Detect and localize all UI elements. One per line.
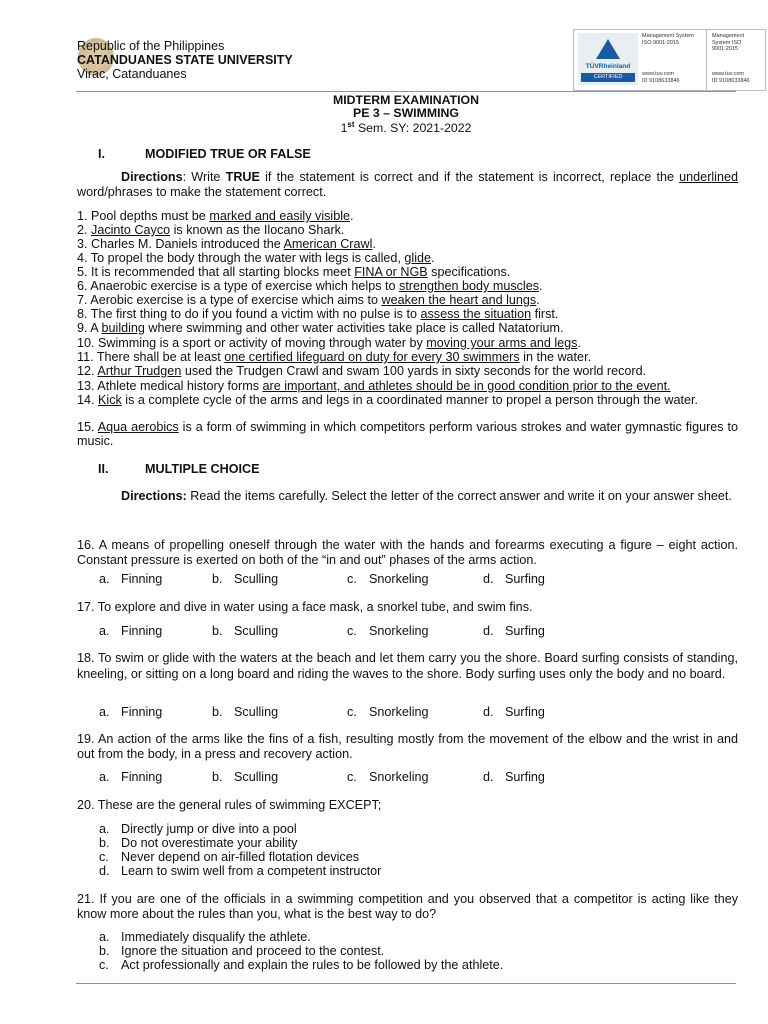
choice-item (99, 864, 381, 878)
tf-item (77, 336, 738, 350)
part2-heading: MULTIPLE CHOICE (145, 462, 260, 476)
tf-item-text: 13. Athlete medical history forms (77, 379, 263, 393)
dir-true: TRUE (225, 170, 260, 184)
option-letter: c. (347, 770, 357, 784)
footer-divider (76, 983, 736, 984)
option-text: Sculling (234, 572, 279, 586)
option-text: Surfing (505, 572, 545, 586)
tf-item (77, 251, 738, 265)
options-17 (0, 624, 768, 639)
option-a (99, 572, 162, 586)
cert2-web-url: www.tuv.com (712, 71, 744, 77)
option-text: Finning (121, 572, 163, 586)
option-text: Snorkeling (369, 770, 429, 784)
tf-item (77, 420, 738, 448)
options-18 (0, 705, 768, 720)
part2-number: II. (98, 462, 109, 476)
tf-item-text: 4. To propel the body through the water with legs is called, (77, 251, 405, 265)
cert2-ms-text: Management System ISO 9001:2015 (712, 33, 745, 52)
tf-item-text: 11. There shall be at least (77, 350, 225, 364)
dir-underlined: underlined (679, 170, 738, 184)
iso-certificate-badge (706, 29, 766, 91)
tf-item-text-end: is known as the Ilocano Shark. (170, 223, 345, 237)
option-c (347, 572, 429, 586)
directions-label: Directions (121, 170, 183, 184)
header-divider (76, 91, 736, 92)
choice-letter: a. (99, 930, 110, 944)
directions-label: Directions: (121, 489, 187, 503)
tuv-logo-icon (578, 33, 638, 85)
tf-item-text-end: used the Trudgen Crawl and swam 100 yards in sixty seconds for the world record. (181, 364, 647, 378)
option-c (347, 705, 429, 719)
tf-item (77, 307, 738, 321)
tf-item-underlined: American Crawl (283, 237, 373, 251)
option-c (347, 770, 429, 784)
tf-item-text-end: . (431, 251, 435, 265)
exam-title: MIDTERM EXAMINATION (333, 93, 479, 107)
tf-item-text: 3. Charles M. Daniels introduced the (77, 237, 284, 251)
tf-item (77, 209, 738, 223)
option-letter: b. (212, 705, 223, 719)
option-letter: a. (99, 770, 110, 784)
tf-item-text-end: . (372, 237, 376, 251)
choice-text: Do not overestimate your ability (121, 836, 298, 850)
options-21 (99, 930, 503, 972)
sem-suffix: st (347, 120, 355, 129)
tf-item (77, 393, 738, 407)
tf-item-text-end: first. (531, 307, 559, 321)
choice-text: Learn to swim well from a competent instructor (121, 864, 382, 878)
republic-line: Republic of the Philippines (77, 39, 225, 53)
choice-text: Directly jump or dive into a pool (121, 822, 297, 836)
option-letter: a. (99, 572, 110, 586)
choice-letter: b. (99, 836, 110, 850)
tf-item (77, 237, 738, 251)
option-c (347, 624, 429, 638)
tf-item-underlined: FINA or NGB (354, 265, 428, 279)
tf-item-underlined: glide (404, 251, 432, 265)
question-20: 20. These are the general rules of swimming EXCEPT; (77, 798, 382, 812)
option-a (99, 705, 162, 719)
tf-item-text: 14. (77, 393, 99, 407)
choice-item (99, 958, 503, 972)
options-19 (0, 770, 768, 785)
tf-item-underlined: moving your arms and legs (426, 336, 578, 350)
option-letter: a. (99, 705, 110, 719)
option-text: Snorkeling (369, 624, 429, 638)
option-letter: c. (347, 572, 357, 586)
choice-letter: c. (99, 958, 109, 972)
tf-item-text: 8. The first thing to do if you found a victim with no pulse is to (77, 307, 421, 321)
tf-item-underlined: assess the situation (420, 307, 532, 321)
tf-item-underlined: marked and easily visible (209, 209, 351, 223)
question-21: 21. If you are one of the officials in a swimming competition and you observed that a competitor is acting like they know more about the rules than you, what is the best way to do? (77, 892, 738, 921)
option-letter: d. (483, 572, 494, 586)
tf-item-underlined: one certified lifeguard on duty for every 30 swimmers (224, 350, 520, 364)
sem-number: 1 (340, 121, 348, 136)
option-letter: c. (347, 624, 357, 638)
option-d (483, 572, 545, 586)
option-a (99, 770, 162, 784)
tf-item-underlined: are important, and athletes should be in good condition prior to the event. (262, 379, 671, 393)
tf-item-text-end: . (536, 293, 540, 307)
choice-item (99, 822, 381, 836)
choice-letter: d. (99, 864, 110, 878)
dir-text-c: word/phrases to make the statement correct. (77, 185, 327, 199)
tf-item (77, 364, 738, 378)
tf-item-underlined: building (101, 321, 145, 335)
tf-item-text-end: where swimming and other water activities take place is called Natatorium. (144, 321, 564, 335)
tf-item-text: 1. Pool depths must be (77, 209, 210, 223)
option-text: Surfing (505, 624, 545, 638)
tf-item-text: 2. (77, 223, 92, 237)
option-letter: b. (212, 572, 223, 586)
part1-heading: MODIFIED TRUE OR FALSE (145, 147, 311, 161)
cert-web-url: www.tuv.com (642, 71, 674, 77)
options-16 (0, 572, 768, 587)
tf-item-text: 7. Aerobic exercise is a type of exercise which aims to (77, 293, 382, 307)
tf-item-text-end: in the water. (519, 350, 592, 364)
cert-id: ID 9108633846 (642, 77, 680, 84)
tf-item-underlined: weaken the heart and lungs (381, 293, 537, 307)
tuv-certified-label: CERTIFIED (581, 73, 635, 82)
tf-item-underlined: Arthur Trudgen (97, 364, 182, 378)
option-letter: b. (212, 770, 223, 784)
tf-item-text: 9. A (77, 321, 102, 335)
tf-item-text: 10. Swimming is a sport or activity of moving through water by (77, 336, 427, 350)
choice-letter: b. (99, 944, 110, 958)
tf-item-text-end: . (350, 209, 354, 223)
question-16: 16. A means of propelling oneself through the water with the hands and forearms executing a figure – eight action. Constant pressure is exerted on both of the “in and out” phases of the arms action. (77, 538, 738, 567)
tf-item (77, 265, 738, 279)
tf-item-underlined: Kick (98, 393, 122, 407)
part1-number: I. (98, 147, 105, 161)
option-b (212, 572, 278, 586)
choice-letter: c. (99, 850, 109, 864)
tf-item (77, 293, 738, 307)
choice-text: Act professionally and explain the rules to be followed by the athlete. (121, 958, 504, 972)
option-d (483, 624, 545, 638)
exam-subject: PE 3 – SWIMMING (353, 106, 459, 120)
option-text: Finning (121, 624, 163, 638)
part1-directions (77, 170, 738, 200)
tf-item-text: 15. (77, 420, 98, 434)
option-text: Finning (121, 770, 163, 784)
cert2-id: ID 9108633846 (712, 77, 750, 84)
option-text: Sculling (234, 705, 279, 719)
university-location: Virac, Catanduanes (77, 67, 187, 81)
option-a (99, 624, 162, 638)
choice-text: Immediately disqualify the athlete. (121, 930, 311, 944)
option-b (212, 705, 278, 719)
tf-item-text-end: . (539, 279, 543, 293)
tf-item-underlined: Aqua aerobics (97, 420, 179, 434)
question-19: 19. An action of the arms like the fins of a fish, resulting mostly from the movement of the elbow and the wrist in and out from the body, in a press and recovery action. (77, 732, 738, 761)
tf-item-text-end: specifications. (427, 265, 511, 279)
tf-item (77, 379, 738, 393)
cert-web (642, 71, 680, 84)
dir-text: Read the items carefully. Select the letter of the correct answer and write it on your answer sheet. (186, 489, 732, 503)
choice-item (99, 850, 381, 864)
choice-item (99, 944, 503, 958)
option-text: Surfing (505, 705, 545, 719)
question-17: 17. To explore and dive in water using a face mask, a snorkel tube, and swim fins. (77, 600, 533, 614)
tuv-certificate-badge (573, 29, 707, 91)
option-text: Snorkeling (369, 572, 429, 586)
option-b (212, 624, 278, 638)
tf-item (77, 321, 738, 335)
cert2-web (712, 71, 750, 84)
option-letter: c. (347, 705, 357, 719)
option-text: Snorkeling (369, 705, 429, 719)
choice-item (99, 836, 381, 850)
tf-item-underlined: Jacinto Cayco (91, 223, 171, 237)
exam-semester (0, 120, 768, 135)
tf-item-underlined: strengthen body muscles (399, 279, 540, 293)
option-d (483, 705, 545, 719)
option-letter: a. (99, 624, 110, 638)
tf-item-text: 5. It is recommended that all starting blocks meet (77, 265, 355, 279)
tf-item-text: 6. Anaerobic exercise is a type of exercise which helps to (77, 279, 400, 293)
cert-ms-text: Management System ISO 9001:2015 (642, 33, 694, 46)
choice-item (99, 930, 503, 944)
option-letter: d. (483, 705, 494, 719)
tf-item (77, 223, 738, 237)
option-d (483, 770, 545, 784)
choice-text: Never depend on air-filled flotation devices (121, 850, 360, 864)
choice-text: Ignore the situation and proceed to the contest. (121, 944, 385, 958)
dir-text-a: : Write (182, 170, 226, 184)
dir-text-b: if the statement is correct and if the statement is incorrect, replace the (259, 170, 680, 184)
part2-directions (77, 489, 738, 504)
sem-year: Sem. SY: 2021-2022 (354, 121, 472, 136)
option-letter: d. (483, 624, 494, 638)
option-text: Sculling (234, 624, 279, 638)
tuv-brand: TÜVRheinland (585, 63, 631, 70)
tf-item (77, 350, 738, 364)
tf-item-text: 12. (77, 364, 98, 378)
choice-letter: a. (99, 822, 110, 836)
university-name: CATANDUANES STATE UNIVERSITY (77, 53, 293, 67)
option-text: Sculling (234, 770, 279, 784)
options-20 (99, 822, 381, 878)
tf-item (77, 279, 738, 293)
option-b (212, 770, 278, 784)
tuv-triangle-icon (596, 39, 620, 59)
tf-item-text-end: is a form of swimming in which competitors perform various strokes and water gymnastic figures to music. (77, 420, 739, 449)
option-text: Finning (121, 705, 163, 719)
option-letter: b. (212, 624, 223, 638)
question-18: 18. To swim or glide with the waters at the beach and let them carry you the shore. Board surfing consists of standing, kneeling, or sitting on a long board and riding the waves to the shore. Body surfing uses only the body and no board. (77, 651, 738, 681)
tf-item-text-end: . (577, 336, 581, 350)
tf-item-text-end: is a complete cycle of the arms and legs in a coordinated manner to propel a person through the water. (121, 393, 698, 407)
option-letter: d. (483, 770, 494, 784)
option-text: Surfing (505, 770, 545, 784)
